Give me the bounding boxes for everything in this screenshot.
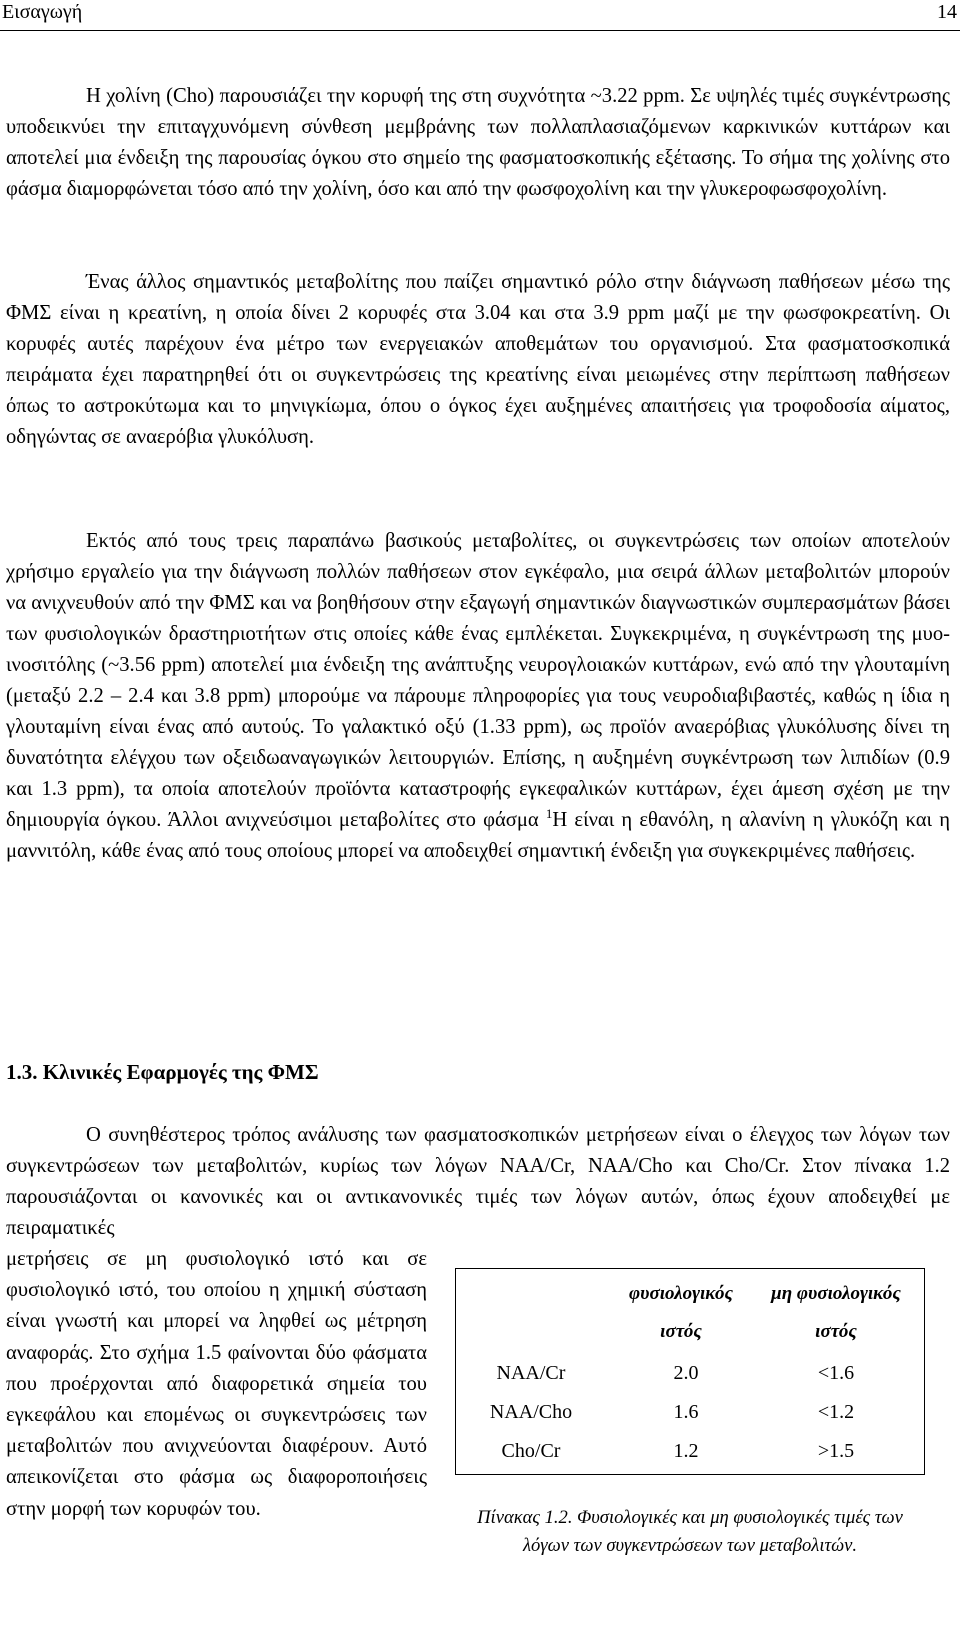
section-title: Εισαγωγή — [2, 1, 83, 23]
paragraph-choline — [6, 81, 950, 205]
paragraph-creatine-text: Ένας άλλος σημαντικός μεταβολίτης που παίζει σημαντικό ρόλο στην διάγνωση παθήσεων μέσω της ΦΜΣ είναι η κρεατίνη, η οποία δίνει 2 κορυφές στα 3.04 και στα 3.9 ppm μαζί με την φωσφοκρεατίνη. Οι κορυφές αυτές παρέχουν ένα μέτρο των ενεργειακών αποθεμάτων του οργανισμού. Στα φασματοσκοπικά πειράματα έχει παρατηρηθεί ότι οι συγκεντρώσεις της κρεατίνης είναι μειωμένες στην περίπτωση παθήσεων όπως το αστροκύτωμα και το μηνιγκίωμα, όπου ο όγκος έχει αυξημένες απαιτήσεις για τροφοδοσία αίματος, οδηγώντας σε αναερόβια γλυκόλυση. — [6, 271, 950, 448]
table-header-normal-line1: φυσιολογικός — [629, 1283, 733, 1304]
table-header-normal — [596, 1275, 766, 1351]
table-header-abnormal-line2: ιστός — [815, 1321, 857, 1342]
paragraph-other-metabolites-part2: Η είναι η εθανόλη, η αλανίνη η γλυκόζη και η μαννιτόλη, κάθε ένας από τους οποίους μπορεί να αποδειχθεί σημαντική ένδειξη για συγκεκριμένες παθήσεις. — [6, 809, 950, 862]
table-header-normal-line2: ιστός — [660, 1321, 702, 1342]
table-header-abnormal-line1: μη φυσιολογικός — [771, 1283, 901, 1304]
table-cell-normal: 1.6 — [673, 1401, 699, 1423]
ratios-table — [455, 1268, 925, 1475]
paragraph-other-metabolites — [6, 526, 950, 867]
table-caption: Πίνακας 1.2. Φυσιολογικές και μη φυσιολογικές τιμές των λόγων των συγκεντρώσεων των μεταβολιτών. — [477, 1507, 903, 1556]
page-header — [0, 0, 960, 31]
paragraph-choline-text: Η χολίνη (Cho) παρουσιάζει την κορυφή της στη συχνότητα ~3.22 ppm. Σε υψηλές τιμές συγκέντρωσης υποδεικνύει την επιταγχυνόμενη σύνθεση μεμβράνης των πολλαπλασιαζόμενων καρκινικών κυττάρων και αποτελεί μια ένδειξη της παρουσίας όγκου στο σημείο της φασματοσκοπικής εξέτασης. Το σήμα της χολίνης στο φάσμα διαμορφώνεται τόσο από την χολίνη, όσο και από την φωσφοχολίνη και την γλυκεροφωσφοχολίνη. — [6, 85, 950, 200]
superscript-one: 1 — [545, 806, 553, 822]
table-cell-abnormal: <1.2 — [817, 1401, 855, 1423]
table-row — [456, 1392, 926, 1432]
table-cell-ratio: NAA/Cho — [489, 1401, 573, 1423]
paragraph-other-metabolites-part1: Εκτός από τους τρεις παραπάνω βασικούς μεταβολίτες, οι συγκεντρώσεις των οποίων αποτελούν χρήσιμο εργαλείο για την διάγνωση πολλών παθήσεων στον εγκέφαλο, μια σειρά άλλων μεταβολιτών μπορούν να ανιχνευθούν από την ΦΜΣ και να βοηθήσουν στην εξαγωγή σημαντικών διαγνωστικών συμπερασμάτων βάσει των φυσιολογικών δραστηριοτήτων στις οποίες κάθε ένας εμπλέκεται. Συγκεκριμένα, η συγκέντρωση της μυο-ινοσιτόλης (~3.56 ppm) αποτελεί μια ένδειξη της ανάπτυξης νευρογλοιακών κυττάρων, ενώ από την γλουταμίνη (μεταξύ 2.2 – 2.4 και 3.8 ppm) μπορούμε να πάρουμε πληροφορίες για τους νευροδιαβιβαστές, καθώς η ίδια η γλουταμίνη είναι ένας από αυτούς. Το γαλακτικό οξύ (1.33 ppm), ως προϊόν αναερόβιας γλυκόλυσης δίνει τη δυνατότητα ελέγχου των οξειδωαναγωγικών λειτουργιών. Επίσης, η αυξημένη συγκέντρωση των λιπιδίων (0.9 και 1.3 ppm), τα οποία αποτελούν προϊόντα καταστροφής εγκεφαλικών κυττάρων, έχει άμεση σχέση με την δημιουργία όγκου. Άλλοι ανιχνεύσιμοι μεταβολίτες στο φάσμα — [6, 530, 950, 831]
table-cell-normal: 1.2 — [673, 1440, 699, 1462]
table-cell-abnormal: >1.5 — [817, 1440, 855, 1462]
table-cell-abnormal: <1.6 — [817, 1362, 855, 1384]
table-cell-ratio: NAA/Cr — [496, 1362, 566, 1384]
table-cell-ratio: Cho/Cr — [501, 1440, 561, 1462]
paragraph-clinical-text: Ο συνηθέστερος τρόπος ανάλυσης των φασματοσκοπικών μετρήσεων είναι ο έλεγχος των λόγων των συγκεντρώσεων των μεταβολιτών, κυρίως των λόγων NAA/Cr, NAA/Cho και Cho/Cr. Στον πίνακα 1.2 παρουσιάζονται οι κανονικές και οι αντικανονικές τιμές των λόγων αυτών, όπως έχουν αποδειχθεί με πειραματικές — [6, 1124, 950, 1239]
table-row — [456, 1431, 926, 1471]
table-header-abnormal — [746, 1275, 926, 1351]
table-row — [456, 1353, 926, 1393]
paragraph-clinical — [6, 1120, 950, 1244]
paragraph-other-metabolites-text — [6, 526, 950, 867]
page-number: 14 — [937, 1, 957, 23]
paragraph-creatine — [6, 267, 950, 453]
paragraph-reference: μετρήσεις σε μη φυσιολογικό ιστό και σε φυσιολογικό ιστό, του οποίου η χημική σύσταση είναι γνωστή και μπορεί να ληφθεί ως μέτρηση αναφοράς. Στο σχήμα 1.5 φαίνονται δύο φάσματα που προέρχονται από διαφορετικά σημεία του εγκεφάλου και επομένως οι συγκεντρώσεις των μεταβολιτών που ανιχνεύονται διαφέρουν. Αυτό απεικονίζεται στο φάσμα ως διαφοροποιήσεις στην μορφή των κορυφών του. — [6, 1248, 427, 1520]
table-cell-normal: 2.0 — [673, 1362, 699, 1384]
section-heading: 1.3. Κλινικές Εφαρμογές της ΦΜΣ — [6, 1060, 319, 1084]
